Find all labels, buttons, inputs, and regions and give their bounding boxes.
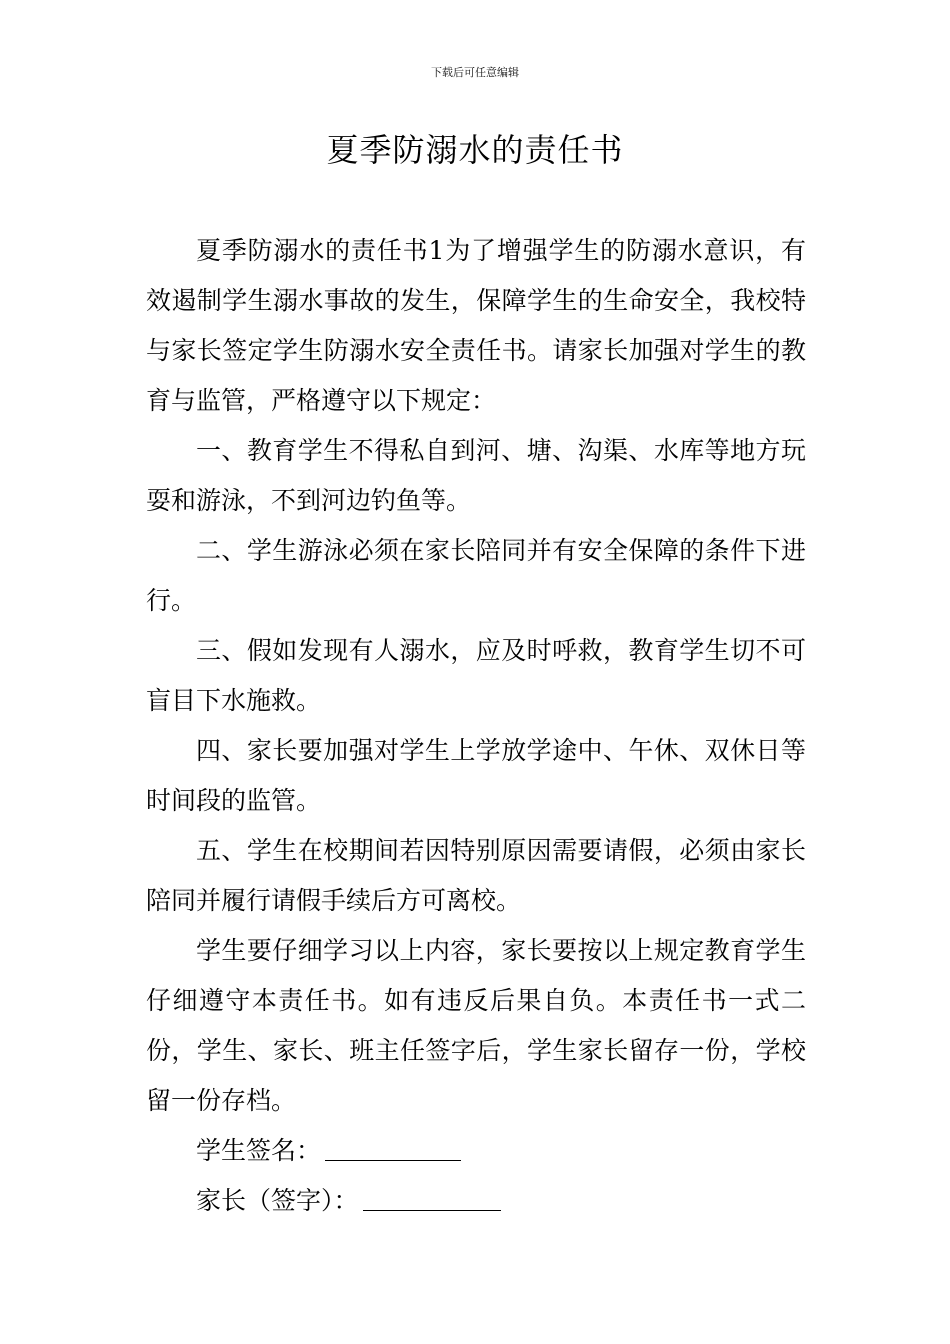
header-note: 下载后可任意编辑 — [431, 66, 519, 79]
intro-paragraph: 夏季防溺水的责任书1为了增强学生的防溺水意识，有效遏制学生溺水事故的发生，保障学生的生命安全，我校特与家长签定学生防溺水安全责任书。请家长加强对学生的教育与监管，严格遵守以下规定： — [146, 236, 806, 415]
rule-paragraph-5: 五、学生在校期间若因特别原因需要请假，必须由家长陪同并履行请假手续后方可离校。 — [146, 836, 806, 915]
student-signature-label: 学生签名： — [196, 1136, 322, 1165]
student-signature-blank[interactable] — [325, 1130, 461, 1161]
closing-paragraph: 学生要仔细学习以上内容，家长要按以上规定教育学生仔细遵守本责任书。如有违反后果自负。本责任书一式二份，学生、家长、班主任签字后，学生家长留存一份，学校留一份存档。 — [146, 936, 806, 1115]
parent-signature-label: 家长（签字）： — [196, 1186, 359, 1215]
student-signature-row — [146, 1126, 806, 1176]
parent-signature-blank[interactable] — [363, 1180, 501, 1211]
rule-paragraph-1: 一、教育学生不得私自到河、塘、沟渠、水库等地方玩耍和游泳，不到河边钓鱼等。 — [146, 436, 806, 515]
rule-paragraph-4: 四、家长要加强对学生上学放学途中、午休、双休日等时间段的监管。 — [146, 736, 806, 815]
rule-paragraph-2: 二、学生游泳必须在家长陪同并有安全保障的条件下进行。 — [146, 536, 806, 615]
rule-paragraph-3: 三、假如发现有人溺水，应及时呼救，教育学生切不可盲目下水施救。 — [146, 636, 806, 715]
document-title: 夏季防溺水的责任书 — [326, 131, 624, 169]
parent-signature-row — [146, 1176, 806, 1226]
document-body — [146, 226, 806, 1226]
